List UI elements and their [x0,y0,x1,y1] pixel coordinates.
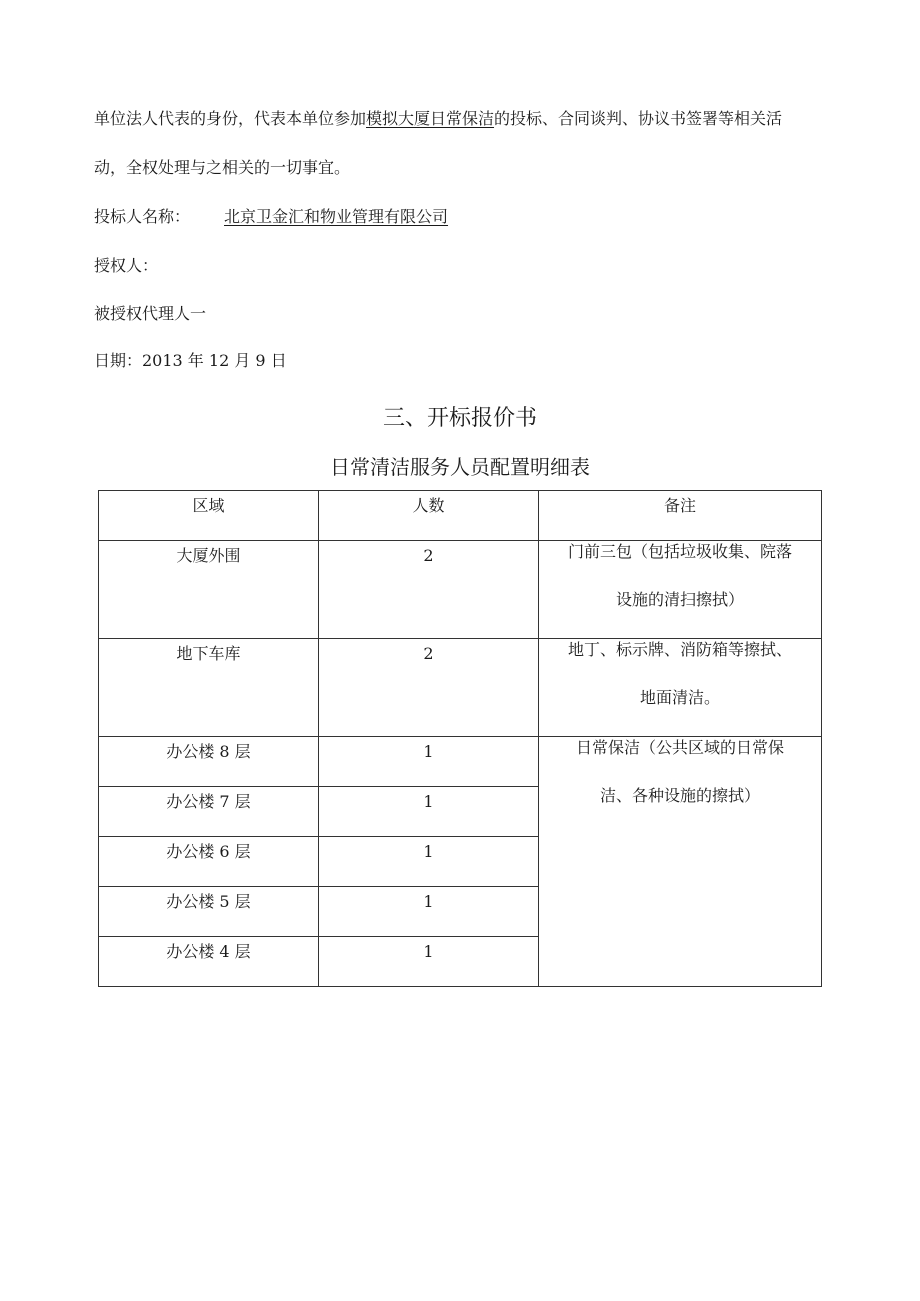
header-note: 备注 [539,491,822,541]
area-cell: 办公楼 5 层 [99,887,319,937]
table-title: 日常清洁服务人员配置明细表 [330,455,590,479]
agent-label: 被授权代理人一 [94,304,207,323]
header-area: 区域 [99,491,319,541]
note-line: 地丁、标示牌、消防箱等擦拭、 [567,640,792,659]
area-cell: 办公楼 8 层 [99,737,319,787]
paragraph-line-1 [94,109,782,129]
note-line: 日常保洁（公共区域的日常保 [575,738,784,757]
area-cell: 大厦外围 [99,541,319,639]
count-cell: 1 [319,937,539,987]
section-title: 三、开标报价书 [382,406,537,431]
count-cell: 2 [319,639,539,737]
count-cell: 1 [319,837,539,887]
area-cell: 地下车库 [99,639,319,737]
header-count: 人数 [319,491,539,541]
authorizer-label: 授权人： [94,256,159,275]
table-row [99,737,822,787]
area-cell: 办公楼 4 层 [99,937,319,987]
staff-table [98,490,822,987]
paragraph-text: 的投标、合同谈判、协议书签署等相关活 [494,109,783,128]
note-line: 地面清洁。 [639,688,720,707]
date-line: 日期：2013 年 12 月 9 日 [94,351,287,370]
paragraph-text: 单位法人代表的身份，代表本单位参加 [94,109,367,128]
merged-note-cell [539,737,822,987]
note-line: 门前三包（包括垃圾收集、院落 [567,542,792,561]
area-cell: 办公楼 6 层 [99,837,319,887]
count-cell: 1 [319,787,539,837]
area-cell: 办公楼 7 层 [99,787,319,837]
bidder-name: 北京卫金汇和物业管理有限公司 [224,207,449,226]
count-cell: 1 [319,887,539,937]
note-cell [539,639,822,737]
note-line: 洁、各种设施的擦拭） [599,786,760,805]
paragraph-line-2: 动，全权处理与之相关的一切事宜。 [94,158,351,177]
bidder-label: 投标人名称： [94,207,191,226]
count-cell: 2 [319,541,539,639]
count-cell: 1 [319,737,539,787]
project-name: 模拟大厦日常保洁 [366,109,495,128]
note-cell [539,541,822,639]
table-row [99,639,822,737]
table-row [99,541,822,639]
note-line: 设施的清扫擦拭） [615,590,744,609]
bidder-line [94,207,448,227]
